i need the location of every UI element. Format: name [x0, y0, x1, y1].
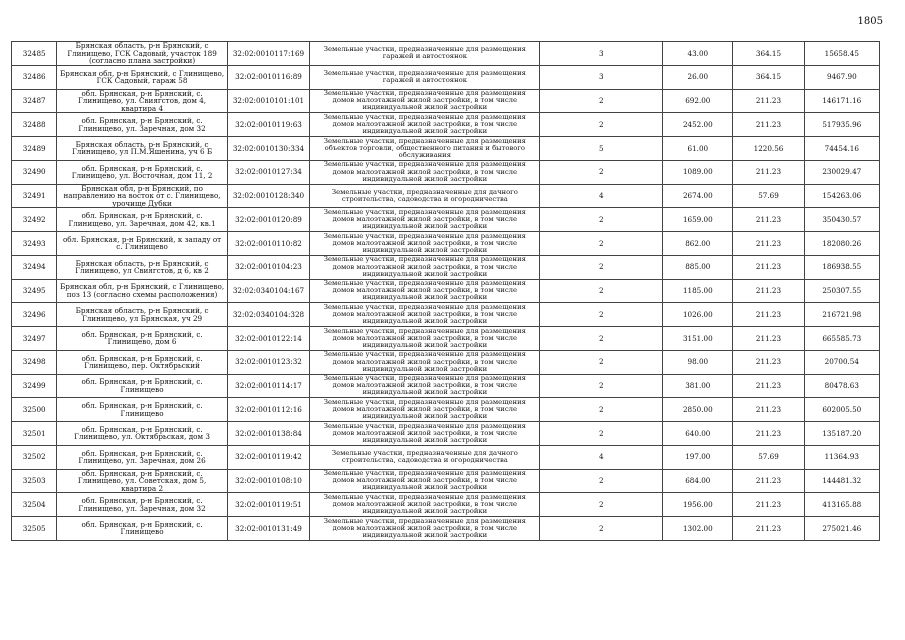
land-use-cell: Земельные участки, предназначенные для размещения домов малоэтажной жилой застройки, в том числе индивидуальной жилой застройки [310, 327, 540, 351]
record-number-cell: 32498 [12, 350, 57, 374]
cadastral-value-cell: 350430.57 [804, 208, 879, 232]
specific-value-cell: 211.23 [733, 327, 804, 351]
land-use-cell: Земельные участки, предназначенные для дачного строительства, садоводства и огородничества [310, 184, 540, 208]
specific-value-cell: 1220.56 [733, 137, 804, 161]
cadastral-number-cell: 32:02:0010128:340 [227, 184, 310, 208]
address-cell: обл. Брянская, р-н Брянский, с. Глинищево [57, 517, 227, 541]
area-cell: 381.00 [663, 374, 733, 398]
cadastral-number-cell: 32:02:0010119:42 [227, 445, 310, 469]
cadastral-value-cell: 144481.32 [804, 469, 879, 493]
cadastral-value-cell: 182080.26 [804, 232, 879, 256]
table-row [12, 160, 880, 184]
table-row [12, 374, 880, 398]
use-group-cell: 2 [540, 493, 663, 517]
address-cell: Брянская область, р-н Брянский, с Глинищево, ул П.М.Яшенина, уч 6 Б [57, 137, 227, 161]
address-cell: обл. Брянская, р-н Брянский, с. Глинищево, ул. Советская, дом 5, квартира 2 [57, 469, 227, 493]
specific-value-cell: 211.23 [733, 232, 804, 256]
cadastral-number-cell: 32:02:0010123:32 [227, 350, 310, 374]
specific-value-cell: 211.23 [733, 517, 804, 541]
land-use-cell: Земельные участки, предназначенные для размещения домов малоэтажной жилой застройки, в том числе индивидуальной жилой застройки [310, 398, 540, 422]
land-use-cell: Земельные участки, предназначенные для дачного строительства, садоводства и огородничества [310, 445, 540, 469]
area-cell: 61.00 [663, 137, 733, 161]
use-group-cell: 2 [540, 303, 663, 327]
use-group-cell: 3 [540, 42, 663, 66]
record-number-cell: 32497 [12, 327, 57, 351]
address-cell: Брянская область, р-н Брянский, с Глинищево, ГСК Садовый, участок 189 (согласно плана застройки) [57, 42, 227, 66]
record-number-cell: 32505 [12, 517, 57, 541]
cadastral-value-cell: 665585.73 [804, 327, 879, 351]
area-cell: 1956.00 [663, 493, 733, 517]
address-cell: Брянская обл, р-н Брянский, с Глинищево, ГСК Садовый, гараж 58 [57, 65, 227, 89]
record-number-cell: 32500 [12, 398, 57, 422]
cadastral-number-cell: 32:02:0010116:89 [227, 65, 310, 89]
cadastral-value-cell: 20700.54 [804, 350, 879, 374]
table-row [12, 327, 880, 351]
record-number-cell: 32485 [12, 42, 57, 66]
table-row [12, 42, 880, 66]
land-use-cell: Земельные участки, предназначенные для размещения домов малоэтажной жилой застройки, в том числе индивидуальной жилой застройки [310, 469, 540, 493]
cadastral-value-cell: 216721.98 [804, 303, 879, 327]
area-cell: 98.00 [663, 350, 733, 374]
record-number-cell: 32491 [12, 184, 57, 208]
use-group-cell: 2 [540, 89, 663, 113]
table-row [12, 184, 880, 208]
cadastral-number-cell: 32:02:0010119:51 [227, 493, 310, 517]
land-use-cell: Земельные участки, предназначенные для размещения домов малоэтажной жилой застройки, в том числе индивидуальной жилой застройки [310, 517, 540, 541]
address-cell: обл. Брянская, р-н Брянский, с. Глинищево, ул. Восточная, дом 11, 2 [57, 160, 227, 184]
cadastral-number-cell: 32:02:0010117:169 [227, 42, 310, 66]
land-use-cell: Земельные участки, предназначенные для размещения домов малоэтажной жилой застройки, в том числе индивидуальной жилой застройки [310, 493, 540, 517]
use-group-cell: 2 [540, 208, 663, 232]
cadastral-number-cell: 32:02:0010119:63 [227, 113, 310, 137]
record-number-cell: 32501 [12, 422, 57, 446]
area-cell: 26.00 [663, 65, 733, 89]
address-cell: Брянская область, р-н Брянский, с Глинищево, ул Свиягстов, д 6, кв 2 [57, 255, 227, 279]
cadastral-value-cell: 9467.90 [804, 65, 879, 89]
land-use-cell: Земельные участки, предназначенные для размещения домов малоэтажной жилой застройки, в том числе индивидуальной жилой застройки [310, 303, 540, 327]
area-cell: 885.00 [663, 255, 733, 279]
table-row [12, 232, 880, 256]
land-use-cell: Земельные участки, предназначенные для размещения гаражей и автостоянок [310, 65, 540, 89]
use-group-cell: 2 [540, 160, 663, 184]
specific-value-cell: 57.69 [733, 184, 804, 208]
specific-value-cell: 211.23 [733, 160, 804, 184]
land-use-cell: Земельные участки, предназначенные для размещения объектов торговли, общественного питания и бытового обслуживания [310, 137, 540, 161]
cadastral-number-cell: 32:02:0010110:82 [227, 232, 310, 256]
use-group-cell: 4 [540, 184, 663, 208]
page-number: 1805 [857, 16, 883, 27]
address-cell: обл. Брянская, р-н Брянский, с. Глинищево, ул. Октябрьская, дом 3 [57, 422, 227, 446]
cadastral-value-table [11, 41, 880, 541]
area-cell: 1026.00 [663, 303, 733, 327]
record-number-cell: 32487 [12, 89, 57, 113]
use-group-cell: 2 [540, 279, 663, 303]
cadastral-value-cell: 517935.96 [804, 113, 879, 137]
area-cell: 3151.00 [663, 327, 733, 351]
table-row [12, 469, 880, 493]
specific-value-cell: 211.23 [733, 469, 804, 493]
specific-value-cell: 211.23 [733, 279, 804, 303]
record-number-cell: 32493 [12, 232, 57, 256]
cadastral-value-cell: 154263.06 [804, 184, 879, 208]
cadastral-value-cell: 186938.55 [804, 255, 879, 279]
area-cell: 640.00 [663, 422, 733, 446]
specific-value-cell: 364.15 [733, 42, 804, 66]
land-use-cell: Земельные участки, предназначенные для размещения домов малоэтажной жилой застройки, в том числе индивидуальной жилой застройки [310, 89, 540, 113]
cadastral-value-cell: 146171.16 [804, 89, 879, 113]
specific-value-cell: 211.23 [733, 89, 804, 113]
area-cell: 862.00 [663, 232, 733, 256]
table-row [12, 137, 880, 161]
use-group-cell: 2 [540, 255, 663, 279]
address-cell: обл. Брянская, р-н Брянский, к западу от с. Глинищево [57, 232, 227, 256]
record-number-cell: 32486 [12, 65, 57, 89]
use-group-cell: 2 [540, 327, 663, 351]
cadastral-value-cell: 250307.55 [804, 279, 879, 303]
use-group-cell: 2 [540, 232, 663, 256]
area-cell: 2452.00 [663, 113, 733, 137]
cadastral-value-cell: 135187.20 [804, 422, 879, 446]
cadastral-number-cell: 32:02:0010127:34 [227, 160, 310, 184]
record-number-cell: 32488 [12, 113, 57, 137]
use-group-cell: 3 [540, 65, 663, 89]
table-row [12, 303, 880, 327]
table-row [12, 493, 880, 517]
cadastral-value-cell: 15658.45 [804, 42, 879, 66]
specific-value-cell: 364.15 [733, 65, 804, 89]
table-row [12, 113, 880, 137]
table-row [12, 65, 880, 89]
address-cell: обл. Брянская, р-н Брянский, с. Глинищево, ул. Заречная, дом 42, кв.1 [57, 208, 227, 232]
cadastral-number-cell: 32:02:0010120:89 [227, 208, 310, 232]
specific-value-cell: 211.23 [733, 255, 804, 279]
cadastral-number-cell: 32:02:0010131:49 [227, 517, 310, 541]
address-cell: обл. Брянская, р-н Брянский, с. Глинищево, пер. Октябрьский [57, 350, 227, 374]
cadastral-value-cell: 230029.47 [804, 160, 879, 184]
use-group-cell: 5 [540, 137, 663, 161]
address-cell: обл. Брянская, р-н Брянский, с. Глинищево [57, 398, 227, 422]
table-row [12, 445, 880, 469]
cadastral-number-cell: 32:02:0340104:328 [227, 303, 310, 327]
specific-value-cell: 211.23 [733, 350, 804, 374]
specific-value-cell: 57.69 [733, 445, 804, 469]
address-cell: обл. Брянская, р-н Брянский, с. Глинищево, ул. Заречная, дом 32 [57, 113, 227, 137]
cadastral-number-cell: 32:02:0010122:14 [227, 327, 310, 351]
specific-value-cell: 211.23 [733, 422, 804, 446]
cadastral-number-cell: 32:02:0010108:10 [227, 469, 310, 493]
area-cell: 197.00 [663, 445, 733, 469]
cadastral-number-cell: 32:02:0010101:101 [227, 89, 310, 113]
cadastral-number-cell: 32:02:0010112:16 [227, 398, 310, 422]
address-cell: обл. Брянская, р-н Брянский, с. Глинищево [57, 374, 227, 398]
cadastral-value-cell: 413165.88 [804, 493, 879, 517]
address-cell: Брянская обл, р-н Брянский, по направлению на восток от с. Глинищево, урочище Дубки [57, 184, 227, 208]
cadastral-value-cell: 11364.93 [804, 445, 879, 469]
cadastral-number-cell: 32:02:0010114:17 [227, 374, 310, 398]
cadastral-number-cell: 32:02:0010138:84 [227, 422, 310, 446]
land-use-cell: Земельные участки, предназначенные для размещения домов малоэтажной жилой застройки, в том числе индивидуальной жилой застройки [310, 422, 540, 446]
record-number-cell: 32502 [12, 445, 57, 469]
record-number-cell: 32490 [12, 160, 57, 184]
cadastral-value-cell: 74454.16 [804, 137, 879, 161]
address-cell: Брянская обл, р-н Брянский, с Глинищево, поз 13 (согласно схемы расположения) [57, 279, 227, 303]
use-group-cell: 2 [540, 469, 663, 493]
specific-value-cell: 211.23 [733, 493, 804, 517]
use-group-cell: 2 [540, 422, 663, 446]
use-group-cell: 2 [540, 374, 663, 398]
table-body [12, 42, 880, 541]
area-cell: 43.00 [663, 42, 733, 66]
address-cell: Брянская область, р-н Брянский, с Глинищево, ул Брянская, уч 29 [57, 303, 227, 327]
land-use-cell: Земельные участки, предназначенные для размещения домов малоэтажной жилой застройки, в том числе индивидуальной жилой застройки [310, 374, 540, 398]
area-cell: 2850.00 [663, 398, 733, 422]
area-cell: 1185.00 [663, 279, 733, 303]
table-row [12, 208, 880, 232]
area-cell: 684.00 [663, 469, 733, 493]
record-number-cell: 32504 [12, 493, 57, 517]
land-use-cell: Земельные участки, предназначенные для размещения домов малоэтажной жилой застройки, в том числе индивидуальной жилой застройки [310, 208, 540, 232]
area-cell: 1302.00 [663, 517, 733, 541]
table-row [12, 422, 880, 446]
table-row [12, 279, 880, 303]
area-cell: 1659.00 [663, 208, 733, 232]
land-use-cell: Земельные участки, предназначенные для размещения домов малоэтажной жилой застройки, в том числе индивидуальной жилой застройки [310, 255, 540, 279]
record-number-cell: 32495 [12, 279, 57, 303]
table-row [12, 517, 880, 541]
specific-value-cell: 211.23 [733, 303, 804, 327]
cadastral-value-cell: 602005.50 [804, 398, 879, 422]
table-row [12, 398, 880, 422]
address-cell: обл. Брянская, р-н Брянский, с. Глинищево, ул. Заречная, дом 32 [57, 493, 227, 517]
cadastral-number-cell: 32:02:0010130:334 [227, 137, 310, 161]
cadastral-value-cell: 275021.46 [804, 517, 879, 541]
use-group-cell: 2 [540, 350, 663, 374]
cadastral-value-cell: 80478.63 [804, 374, 879, 398]
table-row [12, 89, 880, 113]
address-cell: обл. Брянская, р-н Брянский, с. Глинищево, дом 6 [57, 327, 227, 351]
use-group-cell: 2 [540, 113, 663, 137]
land-use-cell: Земельные участки, предназначенные для размещения домов малоэтажной жилой застройки, в том числе индивидуальной жилой застройки [310, 232, 540, 256]
specific-value-cell: 211.23 [733, 113, 804, 137]
record-number-cell: 32496 [12, 303, 57, 327]
specific-value-cell: 211.23 [733, 208, 804, 232]
record-number-cell: 32489 [12, 137, 57, 161]
area-cell: 692.00 [663, 89, 733, 113]
table-row [12, 255, 880, 279]
record-number-cell: 32494 [12, 255, 57, 279]
address-cell: обл. Брянская, р-н Брянский, с. Глинищево, ул. Заречная, дом 26 [57, 445, 227, 469]
table-row [12, 350, 880, 374]
record-number-cell: 32503 [12, 469, 57, 493]
cadastral-number-cell: 32:02:0010104:23 [227, 255, 310, 279]
use-group-cell: 4 [540, 445, 663, 469]
area-cell: 1089.00 [663, 160, 733, 184]
area-cell: 2674.00 [663, 184, 733, 208]
use-group-cell: 2 [540, 517, 663, 541]
record-number-cell: 32492 [12, 208, 57, 232]
land-use-cell: Земельные участки, предназначенные для размещения домов малоэтажной жилой застройки, в том числе индивидуальной жилой застройки [310, 350, 540, 374]
cadastral-number-cell: 32:02:0340104:167 [227, 279, 310, 303]
land-use-cell: Земельные участки, предназначенные для размещения домов малоэтажной жилой застройки, в том числе индивидуальной жилой застройки [310, 279, 540, 303]
land-use-cell: Земельные участки, предназначенные для размещения домов малоэтажной жилой застройки, в том числе индивидуальной жилой застройки [310, 113, 540, 137]
land-use-cell: Земельные участки, предназначенные для размещения гаражей и автостоянок [310, 42, 540, 66]
land-use-cell: Земельные участки, предназначенные для размещения домов малоэтажной жилой застройки, в том числе индивидуальной жилой застройки [310, 160, 540, 184]
use-group-cell: 2 [540, 398, 663, 422]
specific-value-cell: 211.23 [733, 398, 804, 422]
record-number-cell: 32499 [12, 374, 57, 398]
specific-value-cell: 211.23 [733, 374, 804, 398]
address-cell: обл. Брянская, р-н Брянский, с. Глинищево, ул. Свиягстов, дом 4, квартира 4 [57, 89, 227, 113]
